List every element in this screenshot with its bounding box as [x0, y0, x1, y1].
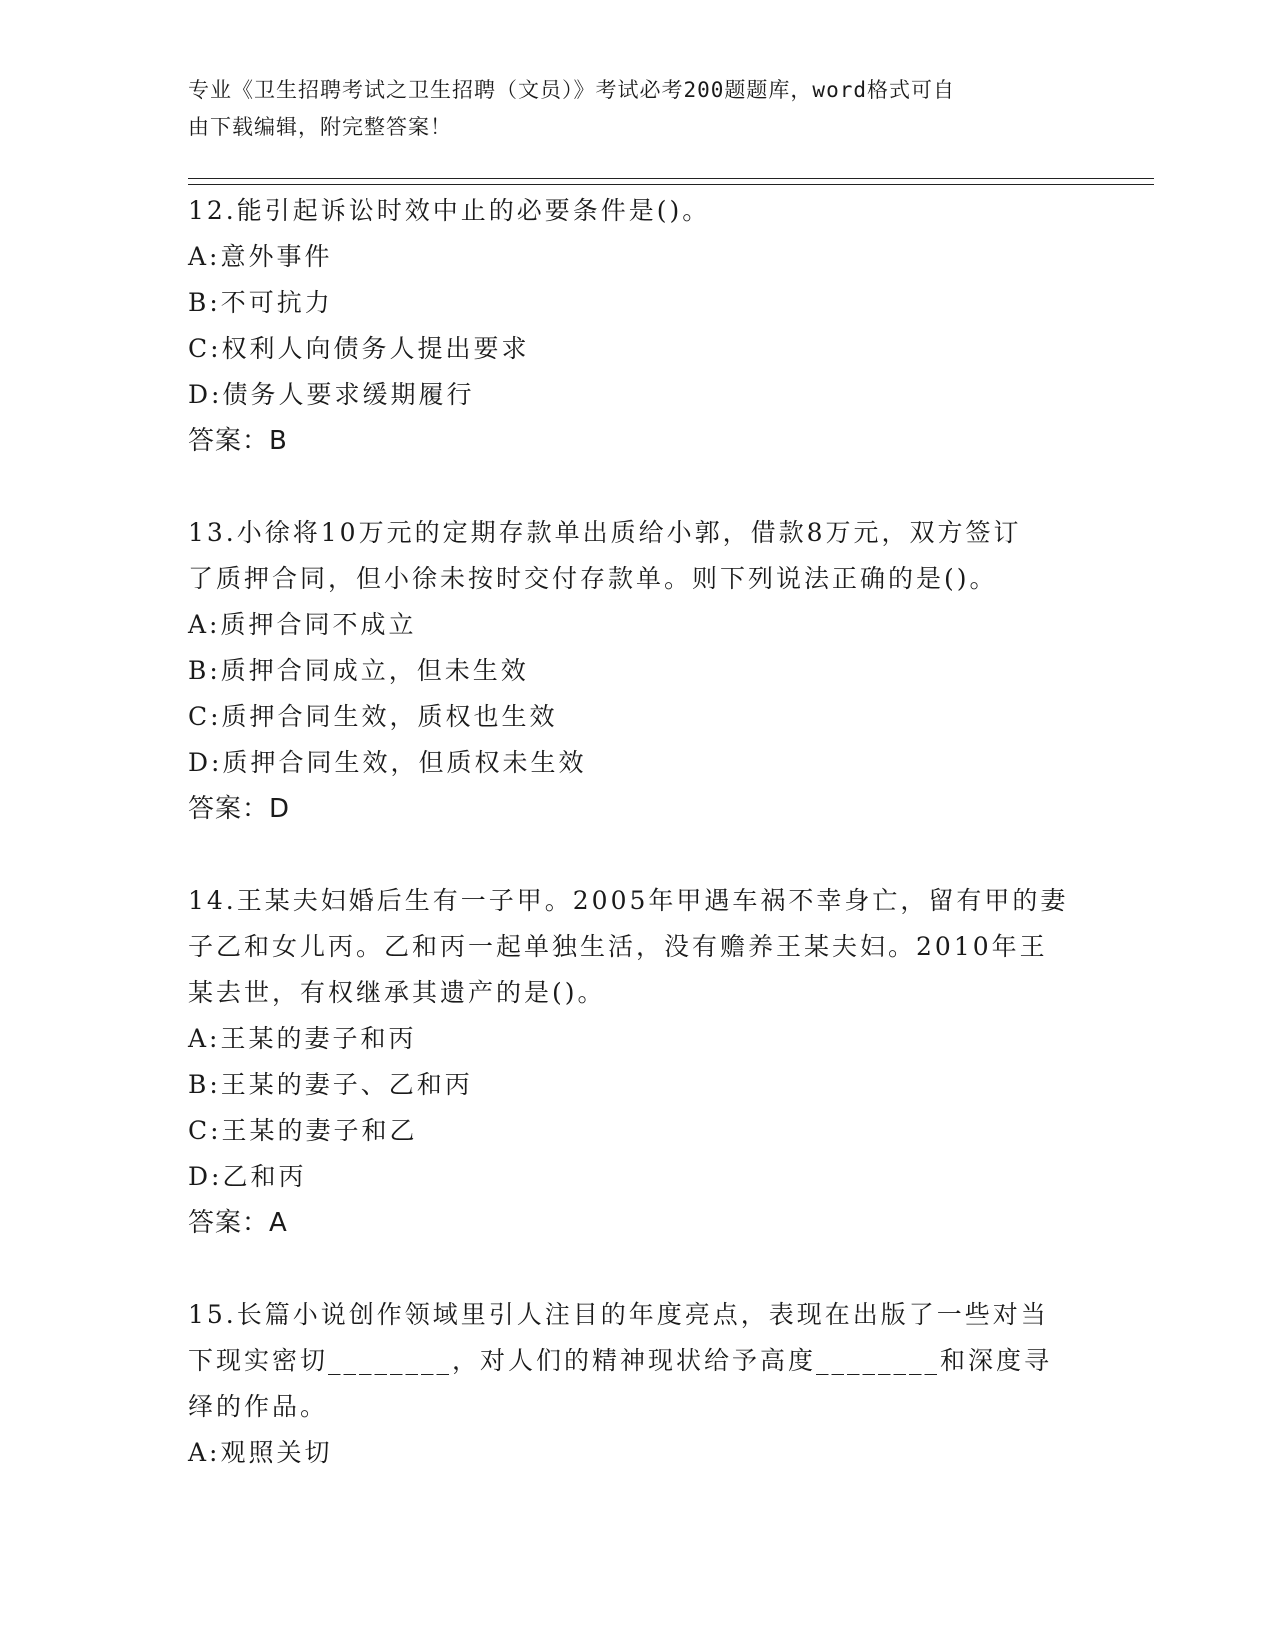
option-d: D:乙和丙	[188, 1162, 307, 1191]
question-12	[188, 188, 1088, 464]
option-d: D:质押合同生效，但质权未生效	[188, 748, 587, 777]
question-stem: 绎的作品。	[188, 1392, 329, 1421]
option-b: B:不可抗力	[188, 288, 333, 317]
question-list	[188, 188, 1088, 1476]
question-stem: 子乙和女儿丙。乙和丙一起单独生活，没有赡养王某夫妇。2010年王	[188, 932, 1048, 961]
option-c: C:质押合同生效，质权也生效	[188, 702, 558, 731]
header-line-1: 专业《卫生招聘考试之卫生招聘（文员）》考试必考200题题库，word格式可自	[188, 78, 955, 102]
question-stem: 13.小徐将10万元的定期存款单出质给小郭，借款8万元，双方签订	[188, 518, 1022, 547]
header-divider-bottom	[188, 184, 1154, 185]
option-d: D:债务人要求缓期履行	[188, 380, 475, 409]
option-c: C:王某的妻子和乙	[188, 1116, 418, 1145]
option-c: C:权利人向债务人提出要求	[188, 334, 530, 363]
question-stem: 了质押合同，但小徐未按时交付存款单。则下列说法正确的是()。	[188, 564, 998, 593]
spacer	[188, 464, 1088, 510]
question-stem: 15.长篇小说创作领域里引人注目的年度亮点，表现在出版了一些对当	[188, 1300, 1049, 1329]
option-b: B:王某的妻子、乙和丙	[188, 1070, 473, 1099]
document-header	[188, 72, 1088, 146]
answer-line: 答案：B	[188, 426, 288, 456]
answer-line: 答案：A	[188, 1208, 288, 1238]
question-13	[188, 510, 1088, 832]
question-stem: 12.能引起诉讼时效中止的必要条件是()。	[188, 196, 711, 225]
question-stem: 14.王某夫妇婚后生有一子甲。2005年甲遇车祸不幸身亡，留有甲的妻	[188, 886, 1069, 915]
spacer	[188, 1246, 1088, 1292]
option-a: A:王某的妻子和丙	[188, 1024, 417, 1053]
answer-line: 答案：D	[188, 794, 291, 824]
spacer	[188, 832, 1088, 878]
question-stem: 某去世，有权继承其遗产的是()。	[188, 978, 606, 1007]
question-15	[188, 1292, 1088, 1476]
option-a: A:观照关切	[188, 1438, 333, 1467]
question-14	[188, 878, 1088, 1246]
header-line-2: 由下载编辑，附完整答案！	[188, 115, 452, 139]
header-divider-top	[188, 178, 1154, 179]
option-a: A:质押合同不成立	[188, 610, 417, 639]
option-a: A:意外事件	[188, 242, 333, 271]
question-stem: 下现实密切________，对人们的精神现状给予高度________和深度寻	[188, 1346, 1053, 1375]
option-b: B:质押合同成立，但未生效	[188, 656, 529, 685]
